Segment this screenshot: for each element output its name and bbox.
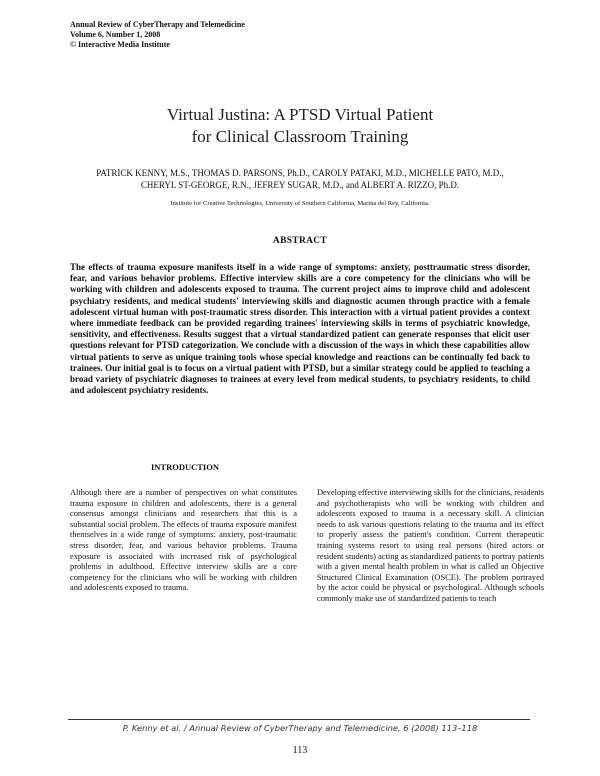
author-list: [70, 167, 530, 191]
introduction-right-column: Developing effective interviewing skills for the clinicians, residents and psychotherapists who will be working with children and adolescents exposed to trauma is a necessary skill. A clinician needs to ask various questions relating to the trauma and its effect to properly assess the patient's condition. Current therapeutic training systems resort to using real persons (hired actors or resident students) acting as standardized patients to portray patients with a given mental health problem in what is called an Objective Structured Clinical Examination (OSCE). The problem portrayed by the actor could be physical or psychological. Although schools commonly make use of standardized patients to teach: [317, 488, 544, 603]
page-number: 113: [292, 745, 308, 756]
abstract-text: The effects of trauma exposure manifests itself in a wide range of symptoms: anxiety, posttraumatic stress disorder, fear, and various behavior problems. Effective interview skills are a core competency for the clinicians who will be working with children and adolescents exposed to trauma. The current project aims to improve child and adolescent psychiatry residents, and medical students' interviewing skills and diagnostic acumen through practice with a female adolescent virtual human with post-traumatic stress disorder. This interaction with a virtual patient provides a context where immediate feedback can be provided regarding trainees' interviewing skills in terms of psychiatric knowledge, sensitivity, and effectiveness. Results suggest that a virtual standardized patient can generate responses that elicit user questions relevant for PTSD categorization. We conclude with a discussion of the ways in which these capabilities allow virtual patients to serve as unique training tools whose special knowledge and reactions can be continually fed back to trainees. Our initial goal is to focus on a virtual patient with PTSD, but a similar strategy could be applied to teaching a broad variety of psychiatric diagnoses to trainees at every level from medical students, to psychiatry residents, to child and adolescent psychiatry residents.: [70, 262, 530, 396]
journal-name: Annual Review of CyberTherapy and Telemedicine: [70, 20, 245, 29]
journal-copyright: © Interactive Media Institute: [70, 40, 170, 49]
introduction-heading: INTRODUCTION: [150, 462, 219, 472]
paper-title: [0, 104, 600, 148]
paper-title-line2: for Clinical Classroom Training: [191, 127, 409, 146]
paper-title-line1: Virtual Justina: A PTSD Virtual Patient: [166, 105, 434, 124]
affiliation: Institute for Creative Technologies, University of Southern California, Marina del Rey, California.: [170, 200, 430, 207]
journal-volume: Volume 6, Number 1, 2008: [70, 30, 161, 39]
author-line1: PATRICK KENNY, M.S., THOMAS D. PARSONS, Ph.D., CAROLY PATAKI, M.D., MICHELLE PATO, M.D.,: [96, 168, 504, 178]
footer-divider: [68, 719, 530, 720]
introduction-left-column: Although there are a number of perspectives on what constitutes trauma exposure in children and adolescents, there is a general consensus amongst clinicians and researchers that this is a substantial social problem. The effects of trauma exposure manifest themselves in a wide range of symptoms: anxiety, post-traumatic stress disorder, fear, and various behavior problems. Trauma exposure is associated with increased risk of psychological problems in adulthood. Effective interview skills are a core competency for the clinicians who will be working with children and adolescents exposed to trauma.: [70, 488, 297, 593]
journal-header: [70, 20, 245, 50]
footer-citation: P. Kenny et al. / Annual Review of CyberTherapy and Telemedicine, 6 (2008) 113–118: [122, 723, 478, 733]
author-line2: CHERYL ST-GEORGE, R.N., JEFREY SUGAR, M.D., and ALBERT A. RIZZO, Ph.D.: [140, 180, 460, 190]
abstract-heading: ABSTRACT: [272, 236, 328, 246]
